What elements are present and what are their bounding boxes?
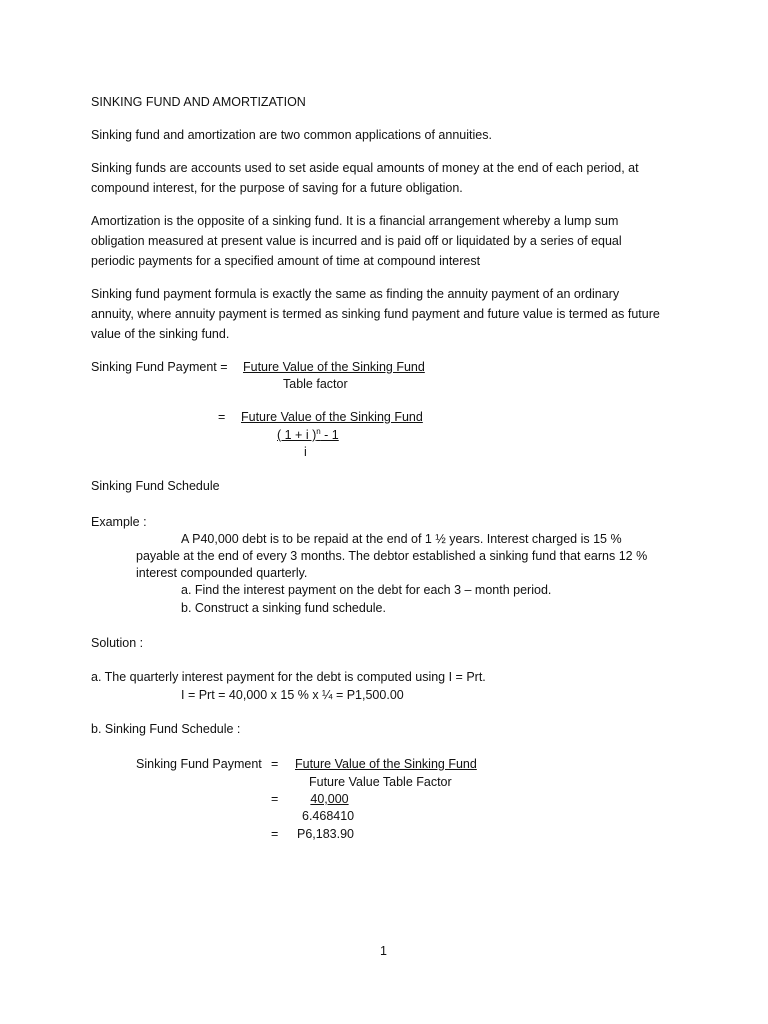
formula-label: Sinking Fund Payment = <box>91 360 228 374</box>
document-heading: SINKING FUND AND AMORTIZATION <box>91 95 306 109</box>
formula-denominator: Table factor <box>283 377 348 391</box>
paragraph-line: Amortization is the opposite of a sinking fund. It is a financial arrangement whereby a lump sum <box>91 214 619 228</box>
exponent-n: n <box>316 427 321 436</box>
calc-equals: = <box>271 757 279 771</box>
calc-equals: = <box>271 792 279 806</box>
page-number: 1 <box>380 944 387 958</box>
calc-result: P6,183.90 <box>297 827 354 841</box>
paragraph-line: compound interest, for the purpose of saving for a future obligation. <box>91 181 463 195</box>
calc-numerator: Future Value of the Sinking Fund <box>295 757 477 771</box>
paragraph-line: Sinking funds are accounts used to set aside equal amounts of money at the end of each period, at <box>91 161 639 175</box>
example-item-a: a. Find the interest payment on the debt for each 3 – month period. <box>181 583 552 597</box>
example-item-b: b. Construct a sinking fund schedule. <box>181 601 386 615</box>
calc-value-numerator: 40,000 <box>310 792 349 806</box>
denominator-minus-one: - 1 <box>320 428 339 442</box>
calc-denominator: Future Value Table Factor <box>309 775 452 789</box>
example-line: payable at the end of every 3 months. The debtor established a sinking fund that earns 12 % <box>136 549 648 563</box>
solution-part-a-computation: I = Prt = 40,000 x 15 % x ¼ = P1,500.00 <box>181 688 404 702</box>
denominator-base: ( 1 + i ) <box>277 428 317 442</box>
example-line: interest compounded quarterly. <box>136 566 308 580</box>
solution-label: Solution : <box>91 636 144 650</box>
calc-label: Sinking Fund Payment <box>136 757 262 771</box>
solution-part-a: a. The quarterly interest payment for the debt is computed using I = Prt. <box>91 670 486 684</box>
paragraph-line: value of the sinking fund. <box>91 327 230 341</box>
paragraph-line: periodic payments for a specified amount of time at compound interest <box>91 254 481 268</box>
solution-part-b-label: b. Sinking Fund Schedule : <box>91 722 241 736</box>
formula-divisor: i <box>304 445 307 459</box>
formula-numerator: Future Value of the Sinking Fund <box>243 360 425 374</box>
schedule-heading: Sinking Fund Schedule <box>91 479 220 493</box>
calc-value-denominator: 6.468410 <box>302 809 355 823</box>
formula-denominator <box>277 425 339 445</box>
paragraph-line: Sinking fund payment formula is exactly the same as finding the annuity payment of an ordinary <box>91 287 620 301</box>
calc-equals: = <box>271 827 279 841</box>
paragraph-line: annuity, where annuity payment is termed as sinking fund payment and future value is termed as future <box>91 307 660 321</box>
formula-equals: = <box>218 410 226 424</box>
example-label: Example : <box>91 515 147 529</box>
paragraph-line: obligation measured at present value is incurred and is paid off or liquidated by a series of equal <box>91 234 622 248</box>
formula-numerator: Future Value of the Sinking Fund <box>241 410 423 424</box>
example-line: A P40,000 debt is to be repaid at the end of 1 ½ years. Interest charged is 15 % <box>181 532 622 546</box>
intro-paragraph: Sinking fund and amortization are two common applications of annuities. <box>91 128 492 142</box>
